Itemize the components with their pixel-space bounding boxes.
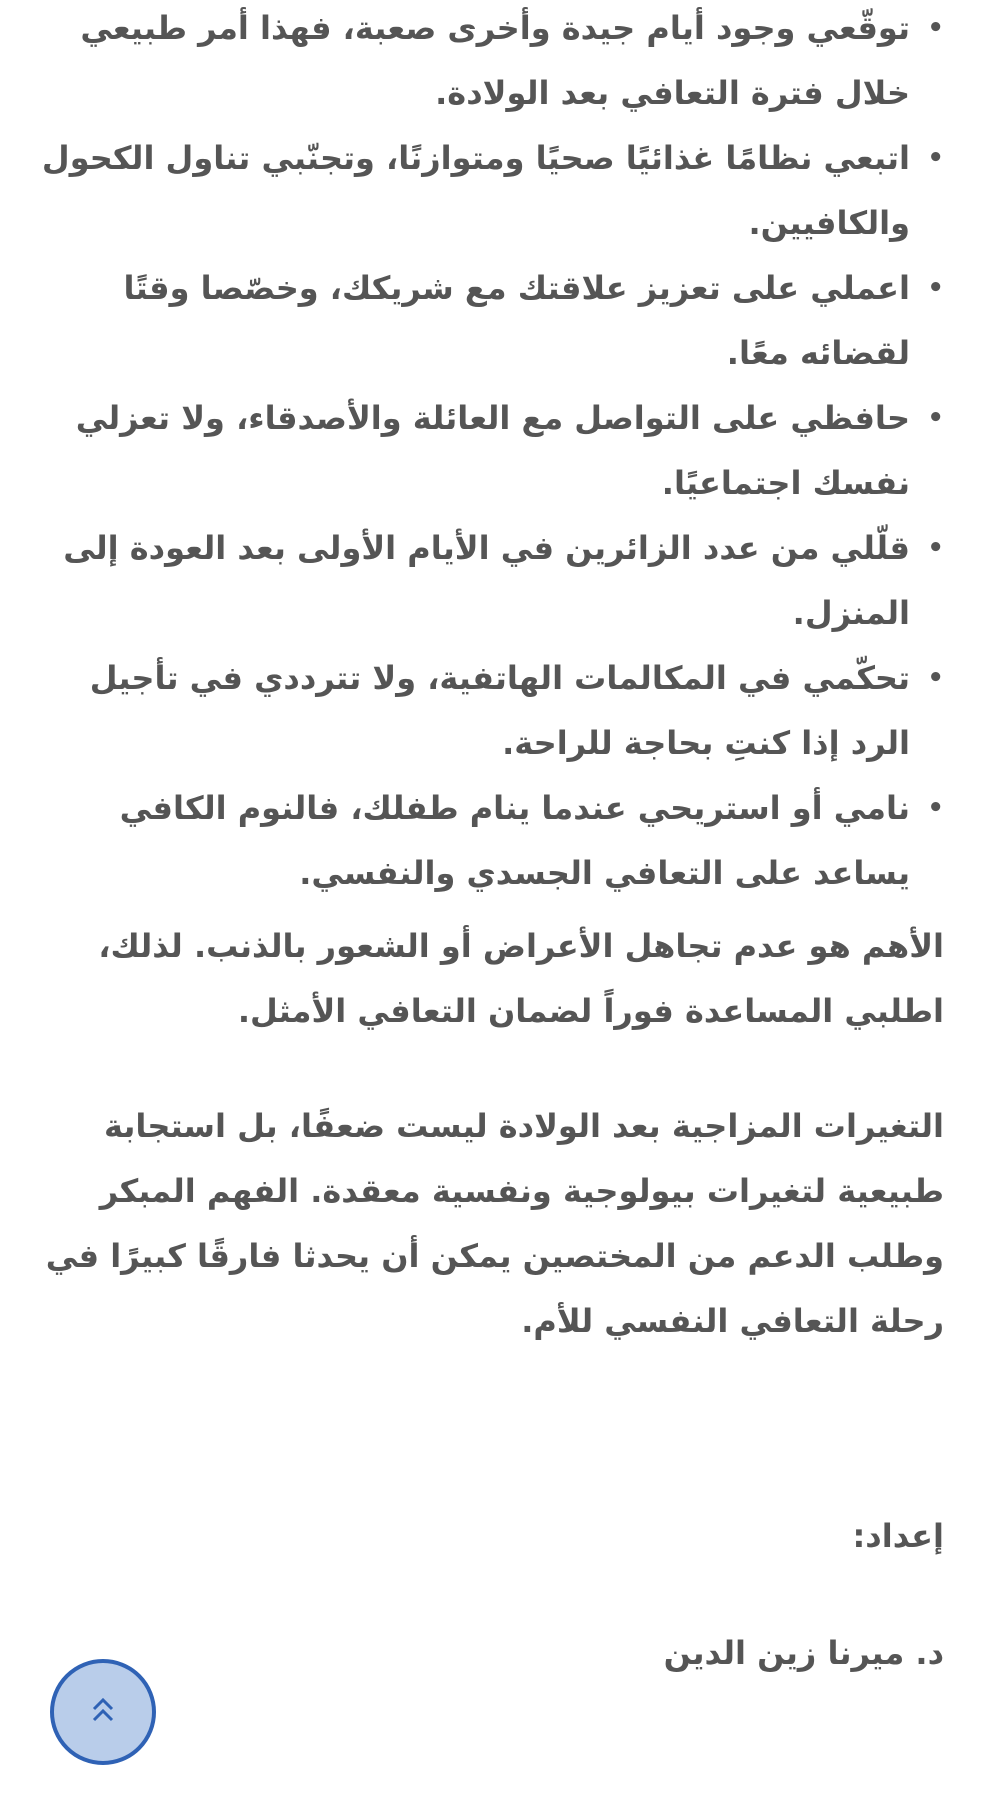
double-chevron-up-icon bbox=[88, 1695, 118, 1729]
list-item: • اعملي على تعزيز علاقتك مع شريكك، وخصّصا وقتًا لقضائه معًا. bbox=[40, 256, 910, 386]
conclusion-paragraph: التغيرات المزاجية بعد الولادة ليست ضعفًا، بل استجابة طبيعية لتغيرات بيولوجية ونفسية معقدة. الفهم المبكر وطلب الدعم من المختصين يمكن أن يحدثا فارقًا كبيرًا في رحلة التعافي النفسي للأم. bbox=[45, 1107, 944, 1340]
list-item: • حافظي على التواصل مع العائلة والأصدقاء، ولا تعزلي نفسك اجتماعيًا. bbox=[40, 386, 910, 516]
prepared-by-label: إعداد: bbox=[852, 1517, 944, 1555]
summary-paragraph: الأهم هو عدم تجاهل الأعراض أو الشعور بالذنب. لذلك، اطلبي المساعدة فوراً لضمان التعافي الأمثل. bbox=[98, 927, 944, 1030]
list-item: • توقّعي وجود أيام جيدة وأخرى صعبة، فهذا أمر طبيعي خلال فترة التعافي بعد الولادة. bbox=[40, 0, 910, 126]
list-item: • اتبعي نظامًا غذائيًا صحيًا ومتوازنًا، وتجنّبي تناول الكحول والكافيين. bbox=[40, 126, 910, 256]
author-name: د. ميرنا زين الدين bbox=[663, 1634, 944, 1672]
list-item: • تحكّمي في المكالمات الهاتفية، ولا تترددي في تأجيل الرد إذا كنتِ بحاجة للراحة. bbox=[40, 646, 910, 776]
tips-list bbox=[40, 0, 944, 906]
list-item: • قلّلي من عدد الزائرين في الأيام الأولى بعد العودة إلى المنزل. bbox=[40, 516, 910, 646]
list-item: • نامي أو استريحي عندما ينام طفلك، فالنوم الكافي يساعد على التعافي الجسدي والنفسي. bbox=[40, 776, 910, 906]
article-content bbox=[40, 0, 944, 1686]
scroll-to-top-button[interactable] bbox=[50, 1659, 156, 1765]
